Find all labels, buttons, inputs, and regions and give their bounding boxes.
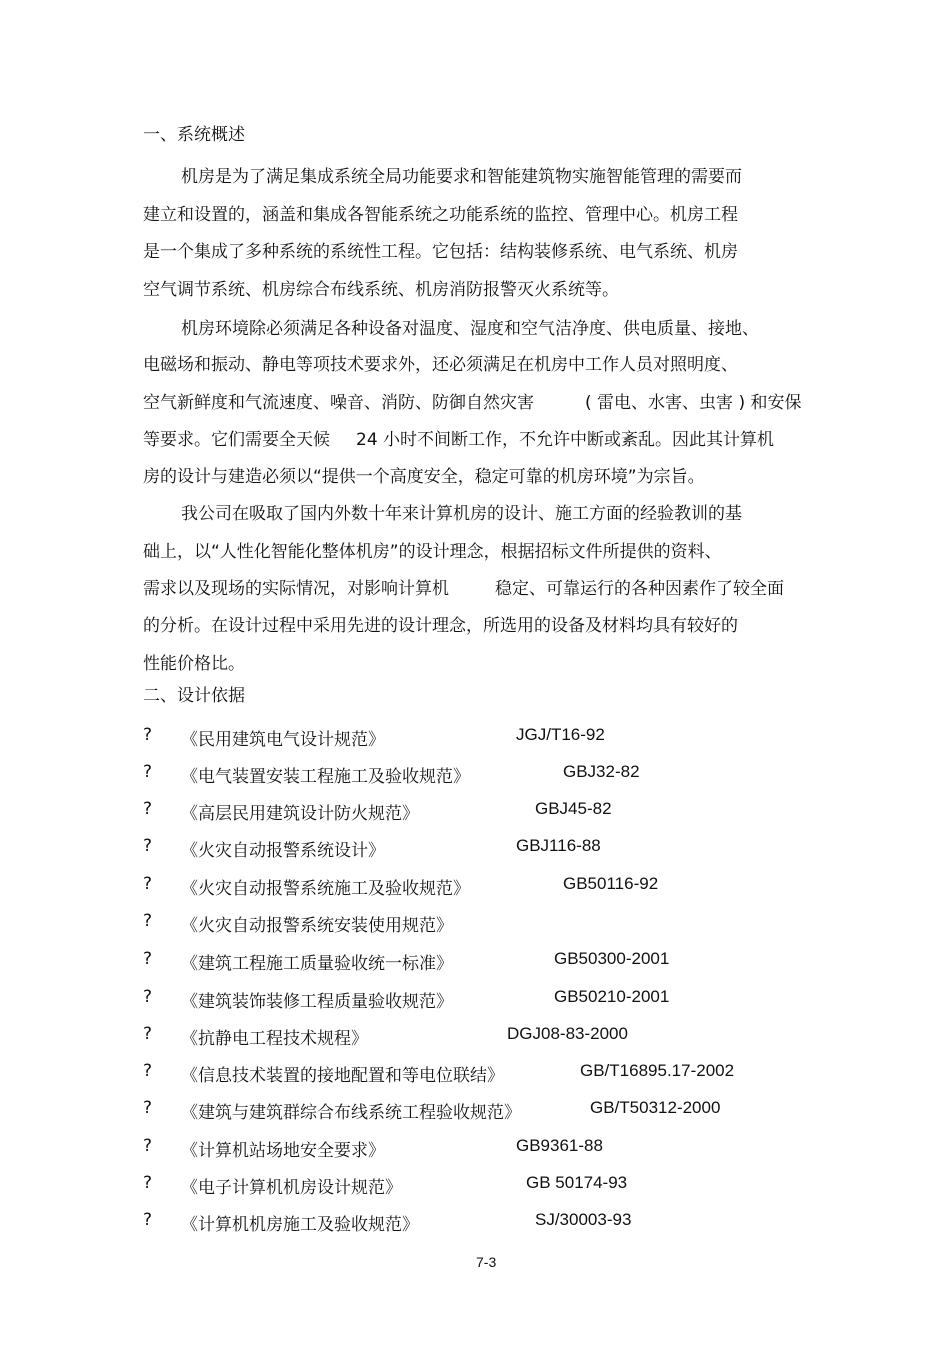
bullet: ? (143, 874, 153, 894)
standard-code: GBJ116-88 (516, 836, 601, 855)
paragraph-line-fragment: ( 雷电、水害、虫害 ) 和安保 (585, 393, 802, 413)
bullet: ? (143, 1173, 153, 1193)
list-item (143, 1173, 863, 1197)
list-item (143, 911, 863, 935)
paragraph-line: 机房是为了满足集成系统全局功能要求和智能建筑物实施智能管理的需要而 (181, 167, 742, 187)
standard-code: GBJ45-82 (535, 799, 612, 818)
paragraph-line: 机房环境除必须满足各种设备对温度、湿度和空气洁净度、供电质量、接地、 (181, 319, 759, 339)
bullet: ? (143, 949, 153, 969)
page-number: 7-3 (476, 1254, 497, 1270)
list-item (143, 1210, 863, 1234)
paragraph-line-fragment: 稳定、可靠运行的各种因素作了较全面 (495, 579, 784, 599)
standard-name: 《火灾自动报警系统安装使用规范》 (181, 916, 453, 936)
bullet: ? (143, 1136, 153, 1156)
list-item (143, 762, 863, 786)
bullet: ? (143, 911, 153, 931)
list-item (143, 1061, 863, 1085)
standard-name: 《火灾自动报警系统施工及验收规范》 (181, 879, 470, 899)
paragraph-line: 础上，以“人性化智能化整体机房”的设计理念，根据招标文件所提供的资料、 (143, 542, 722, 562)
list-item (143, 949, 863, 973)
paragraph-line: 我公司在吸取了国内外数十年来计算机房的设计、施工方面的经验教训的基 (181, 504, 742, 524)
bullet: ? (143, 762, 153, 782)
standard-code: GB9361-88 (516, 1136, 603, 1155)
list-item (143, 987, 863, 1011)
standard-name: 《建筑装饰装修工程质量验收规范》 (181, 992, 453, 1012)
standard-code: GB/T16895.17-2002 (580, 1061, 735, 1080)
list-item (143, 725, 863, 749)
standard-name: 《计算机机房施工及验收规范》 (181, 1215, 419, 1235)
standard-code: GB 50174-93 (526, 1173, 628, 1192)
bullet: ? (143, 1024, 153, 1044)
standard-code: JGJ/T16-92 (516, 725, 605, 744)
bullet: ? (143, 987, 153, 1007)
paragraph-line: 房的设计与建造必须以“提供一个高度安全，稳定可靠的机房环境”为宗旨。 (143, 467, 705, 487)
list-item (143, 1136, 863, 1160)
list-item (143, 874, 863, 898)
standard-name: 《信息技术装置的接地配置和等电位联结》 (181, 1066, 504, 1086)
standard-name: 《建筑与建筑群综合布线系统工程验收规范》 (181, 1103, 521, 1123)
standard-name: 《高层民用建筑设计防火规范》 (181, 804, 419, 824)
list-item (143, 836, 863, 860)
paragraph-line: 等要求。它们需要全天候 (143, 430, 330, 450)
paragraph-line: 需求以及现场的实际情况，对影响计算机 (143, 579, 449, 599)
bullet: ? (143, 1098, 153, 1118)
standard-name: 《民用建筑电气设计规范》 (181, 730, 385, 750)
standard-name: 《火灾自动报警系统设计》 (181, 841, 385, 861)
section-heading-design-basis: 二、设计依据 (143, 686, 245, 706)
bullet: ? (143, 1210, 153, 1230)
paragraph-line: 性能价格比。 (143, 654, 245, 674)
bullet: ? (143, 799, 153, 819)
list-item (143, 799, 863, 823)
standard-code: GB50116-92 (563, 874, 659, 893)
paragraph-line: 空气新鲜度和气流速度、噪音、消防、防御自然灾害 (143, 393, 534, 413)
paragraph-line: 空气调节系统、机房综合布线系统、机房消防报警灭火系统等。 (143, 280, 619, 300)
list-item (143, 1024, 863, 1048)
standard-name: 《抗静电工程技术规程》 (181, 1029, 368, 1049)
paragraph-line: 建立和设置的，涵盖和集成各智能系统之功能系统的监控、管理中心。机房工程 (143, 205, 738, 225)
standard-code: GB50210-2001 (554, 987, 670, 1006)
standard-name: 《电气装置安装工程施工及验收规范》 (181, 767, 470, 787)
section-heading-overview: 一、系统概述 (143, 125, 245, 145)
bullet: ? (143, 725, 153, 745)
list-item (143, 1098, 863, 1122)
standard-code: GB50300-2001 (554, 949, 670, 968)
standard-code: GBJ32-82 (563, 762, 640, 781)
paragraph-line-fragment: 24 小时不间断工作，不允许中断或紊乱。因此其计算机 (356, 430, 775, 450)
standard-name: 《电子计算机机房设计规范》 (181, 1178, 402, 1198)
standard-code: SJ/30003-93 (535, 1210, 632, 1229)
paragraph-line: 是一个集成了多种系统的系统性工程。它包括：结构装修系统、电气系统、机房 (143, 242, 738, 262)
paragraph-line: 的分析。在设计过程中采用先进的设计理念，所选用的设备及材料均具有较好的 (143, 616, 738, 636)
standard-name: 《计算机站场地安全要求》 (181, 1141, 385, 1161)
bullet: ? (143, 1061, 153, 1081)
standard-code: GB/T50312-2000 (590, 1098, 721, 1117)
standard-name: 《建筑工程施工质量验收统一标准》 (181, 954, 453, 974)
bullet: ? (143, 836, 153, 856)
standard-code: DGJ08-83-2000 (507, 1024, 628, 1043)
paragraph-line: 电磁场和振动、静电等项技术要求外，还必须满足在机房中工作人员对照明度、 (143, 355, 738, 375)
